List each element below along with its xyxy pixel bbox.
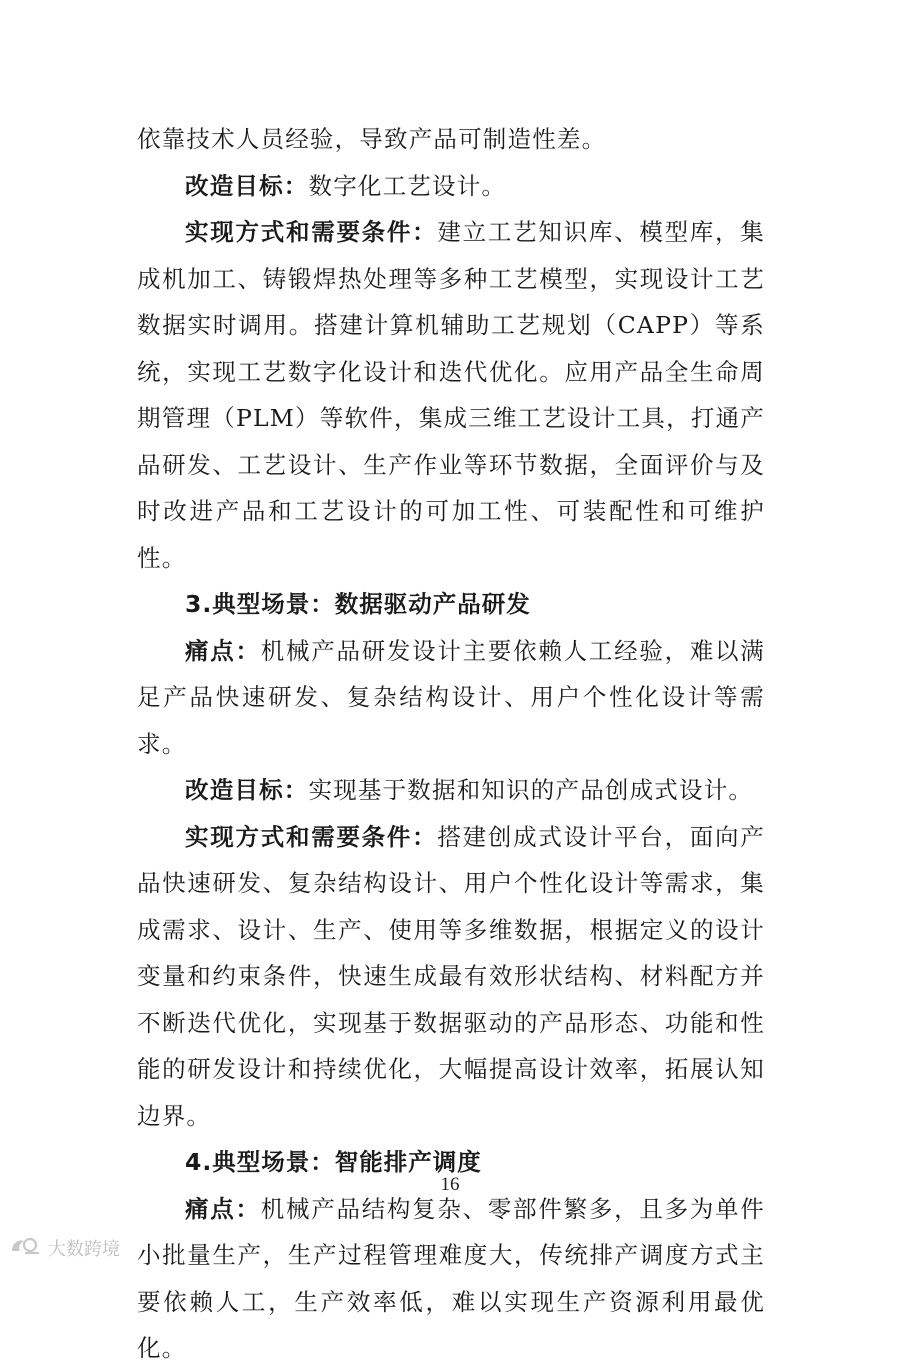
paragraph-text: 机械产品研发设计主要依赖人工经验，难以满足产品快速研发、复杂结构设计、用户个性化设计等需求。	[137, 636, 766, 758]
paragraph-text: 机械产品结构复杂、零部件繁多，且多为单件小批量生产，生产过程管理难度大，传统排产调度方式主要依赖人工，生产效率低，难以实现生产资源利用最优化。	[137, 1194, 766, 1362]
paragraph-pain-point	[137, 1186, 765, 1372]
paragraph-label: 改造目标：	[185, 776, 309, 804]
paragraph-text: 建立工艺知识库、模型库，集成机加工、铸锻焊热处理等多种工艺模型，实现设计工艺数据实时调用。搭建计算机辅助工艺规划（CAPP）等系统，实现工艺数字化设计和迭代优化。应用产品全生命周期管理（PLM）等软件，集成三维工艺设计工具，打通产品研发、工艺设计、生产作业等环节数据，全面评价与及时改进产品和工艺设计的可加工性、可装配性和可维护性。	[137, 218, 765, 572]
watermark	[8, 1233, 120, 1263]
paragraph-label: 实现方式和需要条件：	[185, 822, 438, 851]
watermark-text: 大数跨境	[48, 1239, 120, 1260]
paragraph-label: 痛点：	[185, 636, 261, 665]
brand-logo-icon	[8, 1235, 42, 1262]
page-number: 16	[440, 1174, 460, 1195]
paragraph-goal	[137, 163, 765, 210]
paragraph-text: 搭建创成式设计平台，面向产品快速研发、复杂结构设计、用户个性化设计等需求，集成需求、设计、生产、使用等多维数据，根据定义的设计变量和约束条件，快速生成最有效形状结构、材料配方并不断迭代优化，实现基于数据驱动的产品形态、功能和性能的研发设计和持续优化，大幅提高设计效率，拓展认知边界。	[137, 822, 765, 1130]
paragraph-method	[137, 209, 765, 581]
paragraph-label: 改造目标：	[185, 171, 309, 200]
paragraph-text: 实现基于数据和知识的产品创成式设计。	[308, 776, 754, 804]
paragraph-label: 实现方式和需要条件：	[185, 218, 438, 246]
paragraph-method	[137, 814, 765, 1140]
paragraph-text: 数字化工艺设计。	[308, 171, 507, 200]
paragraph-label: 痛点：	[185, 1194, 261, 1223]
paragraph-continuation	[137, 116, 765, 163]
section-heading: 4.典型场景：智能排产调度	[185, 1148, 482, 1176]
paragraph-goal	[137, 767, 765, 814]
paragraph-pain-point	[137, 628, 765, 768]
paragraph-text: 依靠技术人员经验，导致产品可制造性差。	[137, 125, 607, 153]
section-heading: 3.典型场景：数据驱动产品研发	[185, 590, 531, 618]
